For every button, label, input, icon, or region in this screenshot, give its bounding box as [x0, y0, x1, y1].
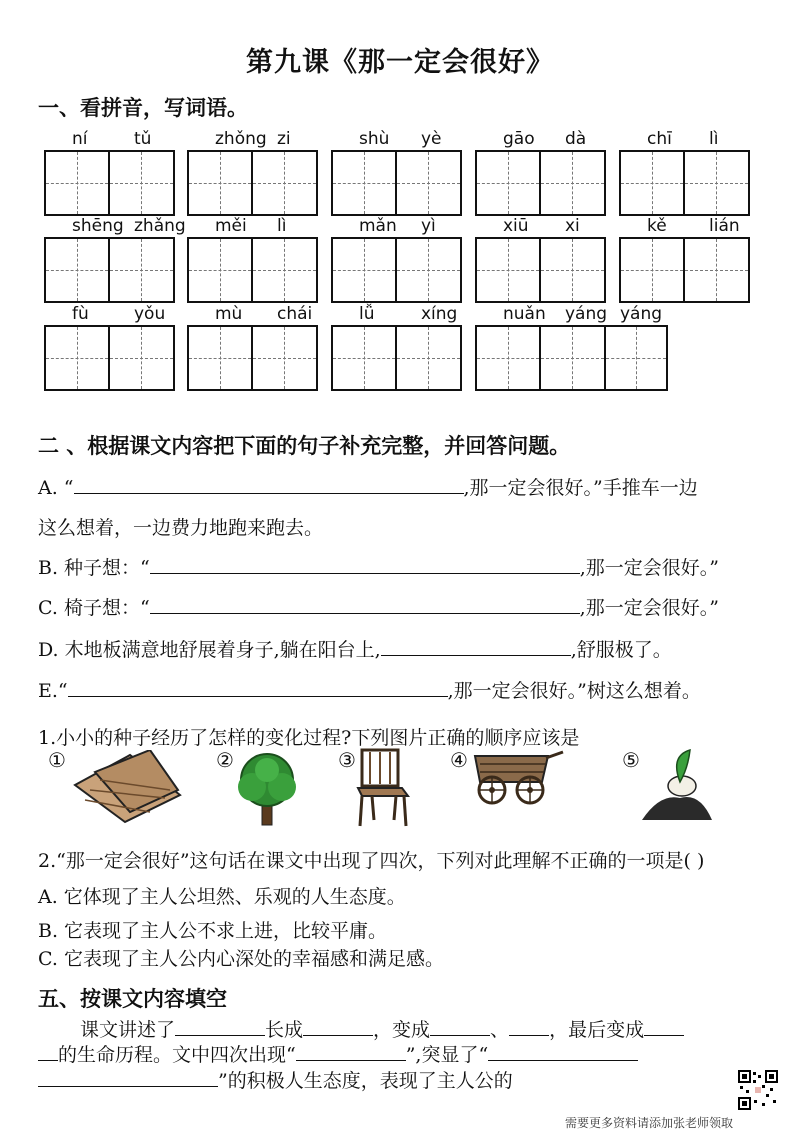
guide-line: [508, 152, 509, 214]
character-cell[interactable]: [541, 152, 605, 214]
sentence-b-prefix: B. 种子想：“: [38, 557, 150, 579]
character-cell[interactable]: [477, 239, 541, 301]
character-cell[interactable]: [189, 152, 253, 214]
sentence-b: [38, 553, 719, 580]
sentence-d-blank[interactable]: [381, 637, 571, 656]
guide-line: [77, 239, 78, 301]
pinyin-label: měi: [215, 216, 247, 236]
pic-label-3: ③: [338, 748, 356, 772]
character-cell[interactable]: [253, 152, 317, 214]
pinyin-label: shēng: [72, 216, 124, 236]
character-cell[interactable]: [189, 239, 253, 301]
fill-blank-7b[interactable]: [38, 1068, 218, 1087]
sentence-b-suffix: ,那一定会很好。”: [579, 557, 720, 579]
pinyin-label: lǚ: [359, 304, 375, 324]
question-2-option-b: B. 它表现了主人公不求上进，比较平庸。: [38, 920, 388, 942]
sentence-e-blank[interactable]: [68, 678, 448, 697]
pinyin-label: yáng: [620, 304, 663, 324]
pinyin-label: yì: [421, 216, 436, 236]
character-cell[interactable]: [333, 152, 397, 214]
pinyin-label: nuǎn: [503, 304, 546, 324]
character-cell[interactable]: [333, 327, 397, 389]
writing-box[interactable]: [187, 150, 318, 216]
guide-line: [508, 239, 509, 301]
fill-blank-6[interactable]: [296, 1042, 406, 1061]
section-5-heading: 五、按课文内容填空: [38, 987, 227, 1011]
guide-line: [716, 239, 717, 301]
character-cell[interactable]: [621, 152, 685, 214]
pinyin-label: mù: [215, 304, 243, 324]
guide-line: [77, 327, 78, 389]
guide-line: [141, 239, 142, 301]
character-cell[interactable]: [189, 327, 253, 389]
sprouting-seed-image: [640, 748, 715, 823]
writing-box[interactable]: [44, 325, 175, 391]
writing-box[interactable]: [475, 325, 606, 391]
character-cell[interactable]: [110, 152, 174, 214]
section-2-heading: 二 、根据课文内容把下面的句子补充完整，并回答问题。: [38, 434, 571, 458]
fill-blank-2[interactable]: [303, 1017, 373, 1036]
sentence-a-suffix: ,那一定会很好。”手推车一边: [463, 477, 698, 499]
guide-line: [141, 152, 142, 214]
guide-line: [284, 327, 285, 389]
guide-line: [284, 239, 285, 301]
guide-line: [428, 239, 429, 301]
writing-box[interactable]: [331, 150, 462, 216]
sentence-c-prefix: C. 椅子想：“: [38, 597, 150, 619]
fill-blank-3[interactable]: [430, 1017, 490, 1036]
character-cell[interactable]: [477, 152, 541, 214]
guide-line: [364, 327, 365, 389]
fill-text-6: 的生命历程。文中四次出现“: [58, 1044, 296, 1066]
character-cell[interactable]: [110, 327, 174, 389]
fill-blank-1[interactable]: [175, 1017, 265, 1036]
pinyin-label: lì: [709, 129, 719, 149]
writing-box[interactable]: [187, 237, 318, 303]
sentence-c-blank[interactable]: [150, 595, 580, 614]
pinyin-label: zi: [277, 129, 291, 149]
sentence-d: [38, 635, 672, 662]
sentence-d-prefix: D. 木地板满意地舒展着身子,躺在阳台上,: [38, 639, 381, 661]
wood-planks-image: [70, 750, 185, 825]
writing-box[interactable]: [187, 325, 318, 391]
pinyin-label: ní: [72, 129, 88, 149]
writing-box[interactable]: [619, 150, 750, 216]
writing-box[interactable]: [44, 237, 175, 303]
character-cell[interactable]: [606, 327, 666, 389]
writing-box[interactable]: [475, 237, 606, 303]
pinyin-label: zhǒng: [215, 129, 267, 149]
fill-paragraph-line-3: [38, 1066, 513, 1093]
fill-blank-4[interactable]: [509, 1017, 549, 1036]
character-cell[interactable]: [46, 152, 110, 214]
writing-box[interactable]: [331, 325, 462, 391]
guide-line: [77, 152, 78, 214]
fill-text-1: 课文讲述了: [80, 1019, 176, 1041]
guide-line: [572, 327, 573, 389]
tree-image: [232, 752, 302, 827]
character-cell[interactable]: [477, 327, 541, 389]
sentence-a-blank[interactable]: [74, 475, 464, 494]
guide-line: [428, 152, 429, 214]
question-1: 1.小小的种子经历了怎样的变化过程?下列图片正确的顺序应该是: [38, 727, 580, 749]
pinyin-label: lì: [277, 216, 287, 236]
fill-paragraph-line-2: [38, 1040, 638, 1067]
handcart-image: [470, 748, 565, 808]
pinyin-label: xíng: [421, 304, 458, 324]
sentence-d-suffix: ,舒服极了。: [570, 639, 672, 661]
character-cell[interactable]: [621, 239, 685, 301]
character-cell[interactable]: [110, 239, 174, 301]
writing-box[interactable]: [475, 150, 606, 216]
pinyin-label: fù: [72, 304, 89, 324]
guide-line: [364, 152, 365, 214]
fill-paragraph-line-1: [80, 1015, 684, 1042]
fill-blank-5[interactable]: [644, 1017, 684, 1036]
sentence-c: [38, 593, 719, 620]
fill-text-8: ”的积极人生态度，表现了主人公的: [218, 1070, 513, 1092]
pic-label-2: ②: [216, 748, 234, 772]
character-cell[interactable]: [397, 327, 461, 389]
guide-line: [284, 152, 285, 214]
question-2-option-c: C. 它表现了主人公内心深处的幸福感和满足感。: [38, 948, 444, 970]
page-title: 第九课《那一定会很好》: [246, 47, 554, 78]
guide-line: [220, 327, 221, 389]
fill-blank-7[interactable]: [488, 1042, 638, 1061]
guide-line: [428, 327, 429, 389]
pinyin-label: shù: [359, 129, 390, 149]
pinyin-label: chái: [277, 304, 313, 324]
writing-box[interactable]: [44, 150, 175, 216]
character-cell[interactable]: [46, 327, 110, 389]
guide-line: [636, 327, 637, 389]
fill-text-4: 、: [490, 1019, 510, 1041]
guide-line: [652, 239, 653, 301]
question-2: 2.“那一定会很好”这句话在课文中出现了四次，下列对此理解不正确的一项是( ): [38, 850, 705, 872]
chair-image: [352, 748, 412, 828]
guide-line: [508, 327, 509, 389]
guide-line: [572, 152, 573, 214]
character-cell[interactable]: [541, 239, 605, 301]
question-2-option-a: A. 它体现了主人公坦然、乐观的人生态度。: [38, 886, 406, 908]
fill-text-2: 长成: [265, 1019, 304, 1041]
fill-text-7: ”,突显了“: [405, 1044, 489, 1066]
pinyin-label: gāo: [503, 129, 535, 149]
character-cell[interactable]: [397, 239, 461, 301]
pic-label-5: ⑤: [622, 748, 640, 772]
character-cell[interactable]: [397, 152, 461, 214]
guide-line: [220, 152, 221, 214]
pic-label-1: ①: [48, 748, 66, 772]
character-cell[interactable]: [253, 327, 317, 389]
pinyin-label: xi: [565, 216, 580, 236]
sentence-e-suffix: ,那一定会很好。”树这么想着。: [447, 680, 701, 702]
character-cell[interactable]: [333, 239, 397, 301]
sentence-c-suffix: ,那一定会很好。”: [579, 597, 719, 619]
footer-note: 需要更多资料请添加张老师领取: [565, 1116, 734, 1130]
pinyin-label: chī: [647, 129, 672, 149]
guide-line: [572, 239, 573, 301]
pinyin-label: xiū: [503, 216, 529, 236]
pinyin-label: yǒu: [134, 304, 166, 324]
pinyin-label: yáng: [565, 304, 608, 324]
qr-code-image: [738, 1070, 778, 1110]
guide-line: [141, 327, 142, 389]
writing-box[interactable]: [619, 237, 750, 303]
pinyin-label: zhǎng: [134, 216, 186, 236]
writing-box[interactable]: [331, 237, 462, 303]
sentence-b-blank[interactable]: [150, 555, 580, 574]
guide-line: [220, 239, 221, 301]
fill-text-3: ，变成: [373, 1019, 431, 1041]
sentence-e: [38, 676, 701, 703]
character-cell[interactable]: [541, 327, 605, 389]
pinyin-label: yè: [421, 129, 442, 149]
guide-line: [652, 152, 653, 214]
character-cell[interactable]: [253, 239, 317, 301]
section-1-heading: 一、看拼音，写词语。: [38, 96, 248, 120]
character-cell[interactable]: [685, 152, 749, 214]
pinyin-label: tǔ: [134, 129, 152, 149]
pinyin-label: dà: [565, 129, 587, 149]
guide-line: [716, 152, 717, 214]
pinyin-label: lián: [709, 216, 740, 236]
pic-label-4: ④: [450, 748, 468, 772]
fill-text-5: ，最后变成: [549, 1019, 645, 1041]
sentence-a-prefix: A. “: [38, 477, 74, 499]
character-cell[interactable]: [46, 239, 110, 301]
character-cell[interactable]: [685, 239, 749, 301]
writing-box[interactable]: [604, 325, 668, 391]
fill-blank-5b[interactable]: [38, 1042, 58, 1061]
sentence-a: [38, 473, 698, 500]
pinyin-label: mǎn: [359, 216, 397, 236]
sentence-e-prefix: E.“: [38, 680, 68, 702]
sentence-a-continued: 这么想着，一边费力地跑来跑去。: [38, 517, 324, 539]
guide-line: [364, 239, 365, 301]
pinyin-label: kě: [647, 216, 667, 236]
